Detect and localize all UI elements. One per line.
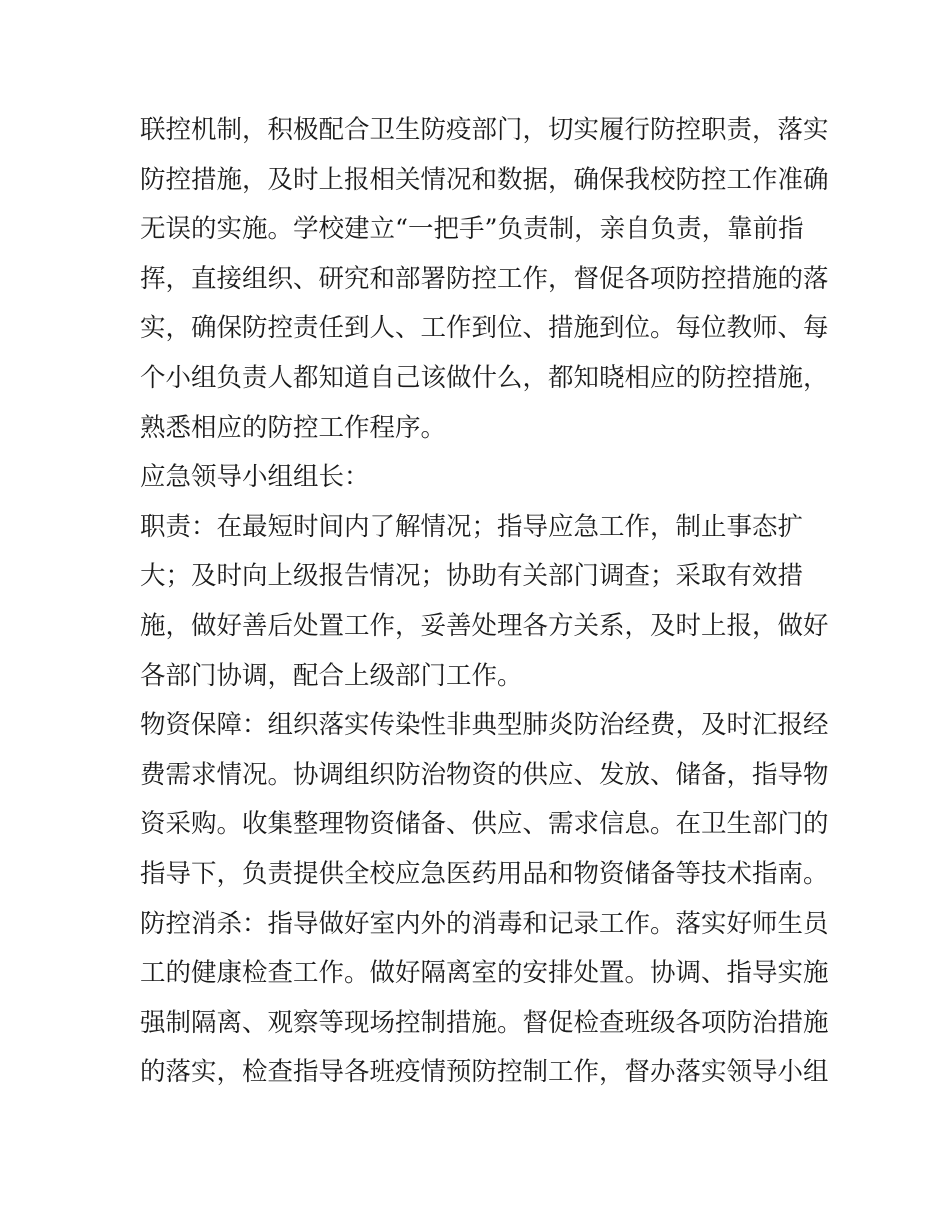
text-line: 熟悉相应的防控工作程序。	[140, 412, 447, 443]
section-heading: 应急领导小组组长：	[140, 462, 370, 493]
text-line: 无误的实施。学校建立“一把手”负责制，亲自负责，靠前指	[140, 214, 804, 245]
document-body	[140, 106, 829, 1098]
text-line: 工的健康检查工作。做好隔离室的安排处置。协调、指导实施	[140, 958, 829, 989]
text-line: 费需求情况。协调组织防治物资的供应、发放、储备，指导物	[140, 759, 829, 790]
text-line: 物资保障：组织落实传染性非典型肺炎防治经费，及时汇报经	[140, 710, 829, 741]
text-line: 施，做好善后处置工作，妥善处理各方关系，及时上报，做好	[140, 610, 829, 641]
text-line: 大；及时向上级报告情况；协助有关部门调查；采取有效措	[140, 561, 804, 592]
text-line: 资采购。收集整理物资储备、供应、需求信息。在卫生部门的	[140, 809, 829, 840]
text-line: 的落实，检查指导各班疫情预防控制工作，督办落实领导小组	[140, 1057, 829, 1088]
text-line: 防控消杀：指导做好室内外的消毒和记录工作。落实好师生员	[140, 908, 829, 939]
text-line: 各部门协调，配合上级部门工作。	[140, 660, 523, 691]
text-line: 职责：在最短时间内了解情况；指导应急工作，制止事态扩	[140, 511, 804, 542]
text-line: 强制隔离、观察等现场控制措施。督促检查班级各项防治措施	[140, 1007, 829, 1038]
text-line: 防控措施，及时上报相关情况和数据，确保我校防控工作准确	[140, 164, 829, 195]
text-line: 实，确保防控责任到人、工作到位、措施到位。每位教师、每	[140, 313, 829, 344]
text-line: 挥，直接组织、研究和部署防控工作，督促各项防控措施的落	[140, 263, 829, 294]
text-line: 联控机制，积极配合卫生防疫部门，切实履行防控职责，落实	[140, 115, 829, 145]
text-line: 指导下，负责提供全校应急医药用品和物资储备等技术指南。	[140, 858, 829, 889]
text-line: 个小组负责人都知道自己该做什么，都知晓相应的防控措施，	[140, 362, 829, 393]
